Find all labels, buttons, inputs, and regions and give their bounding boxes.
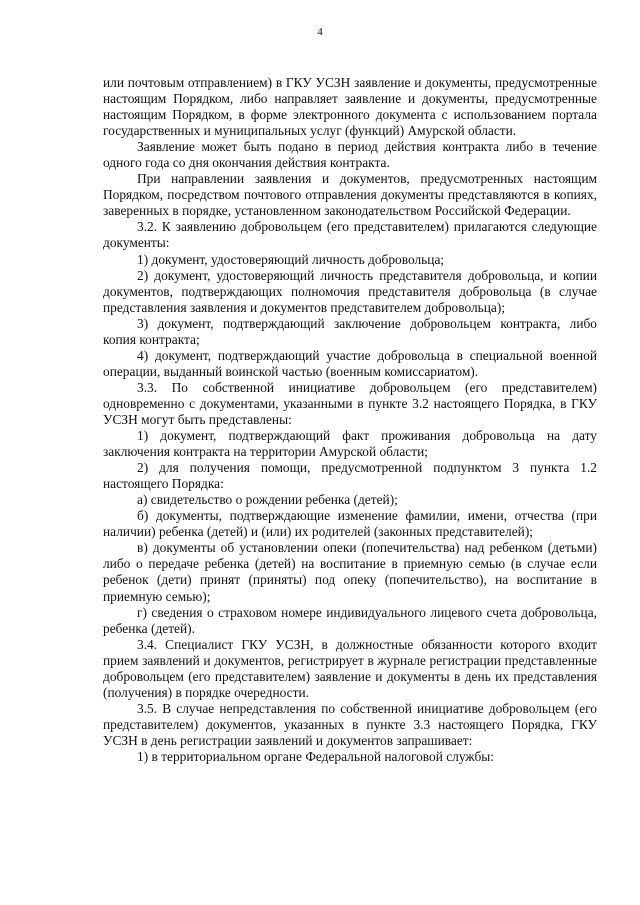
document-body [103,75,597,765]
paragraph-3-2: 3.2. К заявлению добровольцем (его представителем) прилагаются следующие документы: [103,219,597,251]
list-item-3-3-2-b: б) документы, подтверждающие изменение фамилии, имени, отчества (при наличии) ребенка (детей) и (или) их родителей (законных представителей); [103,508,597,540]
list-item-3-2-4: 4) документ, подтверждающий участие добровольца в специальной военной операции, выданный воинской частью (военным комиссариатом). [103,347,597,379]
list-item-3-2-3: 3) документ, подтверждающий заключение добровольцем контракта, либо копия контракта; [103,315,597,347]
paragraph-3-3: 3.3. По собственной инициативе добровольцем (его представителем) одновременно с документами, указанными в пункте 3.2 настоящего Порядка, в ГКУ УСЗН могут быть представлены: [103,379,597,427]
paragraph-3-5: 3.5. В случае непредставления по собственной инициативе добровольцем (его представителем) документов, указанных в пункте 3.3 настоящего Порядка, ГКУ УСЗН в день регистрации заявлений и документов запрашивает: [103,700,597,748]
list-item-3-2-2: 2) документ, удостоверяющий личность представителя добровольца, и копии документов, подтверждающих полномочия представителя добровольца (в случае представления заявления и документов представителем добровольца); [103,267,597,315]
list-item-3-3-2-a: а) свидетельство о рождении ребенка (детей); [137,492,398,508]
list-item-3-5-1: 1) в территориальном органе Федеральной налоговой службы: [137,748,494,764]
paragraph-submission-period: Заявление может быть подано в период действия контракта либо в течение одного года со дня окончания действия контракта. [103,139,597,171]
list-item-3-3-2-g: г) сведения о страховом номере индивидуального лицевого счета добровольца, ребенка (детей). [103,604,597,636]
list-item-3-2-1: 1) документ, удостоверяющий личность добровольца; [137,251,445,267]
paragraph-postal-copies: При направлении заявления и документов, предусмотренных настоящим Порядком, посредством почтового отправления документы представляются в копиях, заверенных в порядке, установленном законодательством Российской Федерации. [103,171,597,219]
paragraph-3-4: 3.4. Специалист ГКУ УСЗН, в должностные обязанности которого входит прием заявлений и документов, регистрирует в журнале регистрации представленные добровольцем (его представителем) заявление и документы в день их представления (получения) в порядке очередности. [103,636,597,700]
list-item-3-3-2: 2) для получения помощи, предусмотренной подпунктом 3 пункта 1.2 настоящего Порядка: [103,460,597,492]
list-item-3-3-1: 1) документ, подтверждающий факт проживания добровольца на дату заключения контракта на территории Амурской области; [103,428,597,460]
page-number: 4 [317,26,323,38]
paragraph-continuation: или почтовым отправлением) в ГКУ УСЗН заявление и документы, предусмотренные настоящим Порядком, либо направляет заявление и документы, предусмотренные настоящим Порядком, в форме электронного документа с использованием портала государственных и муниципальных услуг (функций) Амурской области. [103,75,597,139]
list-item-3-3-2-v: в) документы об установлении опеки (попечительства) над ребенком (детьми) либо о передаче ребенка (детей) на воспитание в приемную семью (в случае если ребенок (дети) принят (приняты) под опеку (попечительство), на воспитание в приемную семью); [103,540,597,604]
